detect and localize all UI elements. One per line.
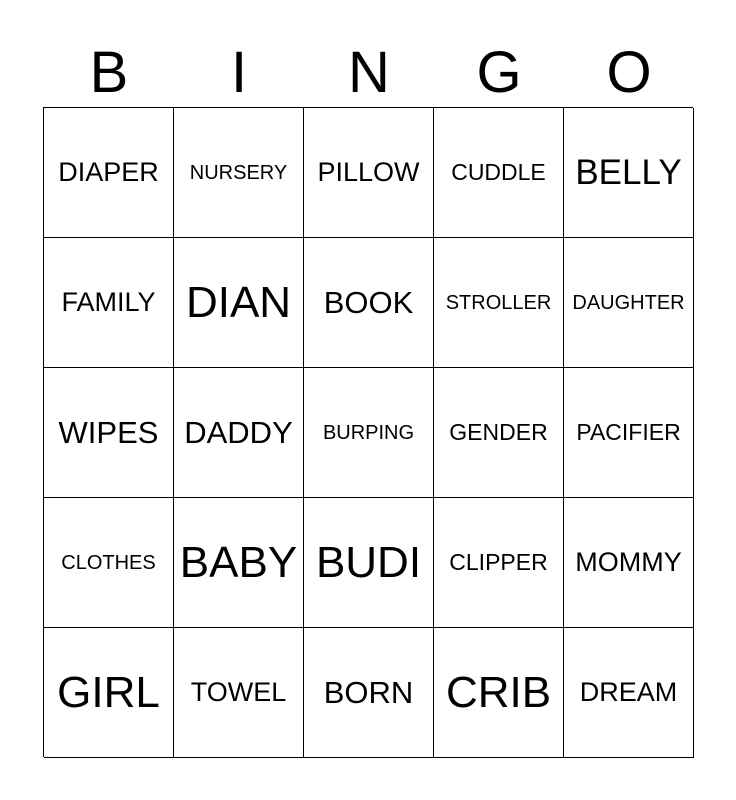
bingo-cell[interactable]: BABY [174,498,304,628]
bingo-cell[interactable]: NURSERY [174,108,304,238]
bingo-cell[interactable]: BURPING [304,368,434,498]
bingo-cell[interactable]: BOOK [304,238,434,368]
bingo-cell[interactable]: CLOTHES [44,498,174,628]
bingo-cell[interactable]: DREAM [564,628,694,758]
bingo-header [44,40,694,106]
bingo-cell[interactable]: MOMMY [564,498,694,628]
bingo-cell[interactable]: WIPES [44,368,174,498]
bingo-cell[interactable]: FAMILY [44,238,174,368]
bingo-cell[interactable]: BELLY [564,108,694,238]
bingo-cell[interactable]: DADDY [174,368,304,498]
bingo-cell[interactable]: DAUGHTER [564,238,694,368]
bingo-cell[interactable]: BUDI [304,498,434,628]
header-letter-o: O [606,40,652,105]
bingo-cell[interactable]: CLIPPER [434,498,564,628]
header-letter-n: N [348,40,390,105]
bingo-cell[interactable]: CUDDLE [434,108,564,238]
bingo-cell[interactable]: PILLOW [304,108,434,238]
bingo-cell[interactable]: DIAPER [44,108,174,238]
bingo-cell[interactable]: GIRL [44,628,174,758]
header-letter-g: G [476,40,522,105]
bingo-cell[interactable]: TOWEL [174,628,304,758]
bingo-cell[interactable]: CRIB [434,628,564,758]
header-letter-i: I [230,40,248,105]
bingo-board [43,107,693,757]
bingo-cell[interactable]: PACIFIER [564,368,694,498]
bingo-cell[interactable]: GENDER [434,368,564,498]
bingo-cell[interactable]: STROLLER [434,238,564,368]
bingo-cell[interactable]: DIAN [174,238,304,368]
header-letter-b: B [89,40,129,105]
bingo-cell[interactable]: BORN [304,628,434,758]
